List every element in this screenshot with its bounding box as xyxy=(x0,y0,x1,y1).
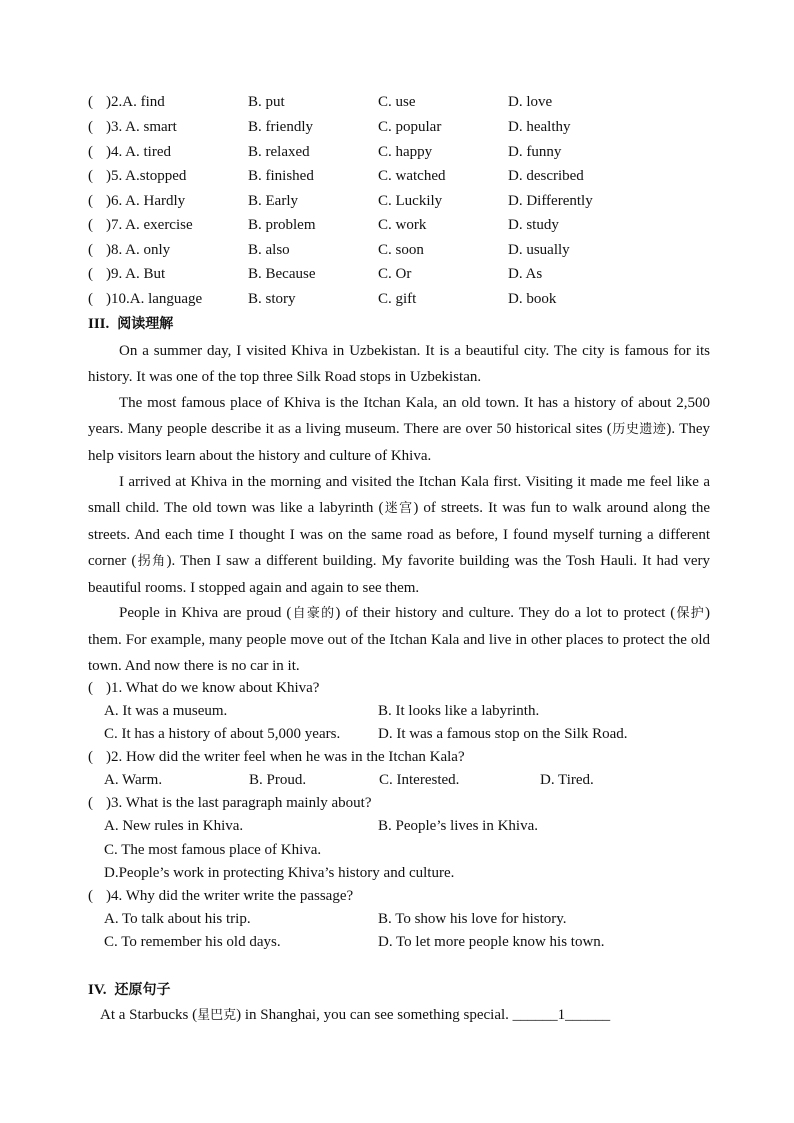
cloze-option-b: B. put xyxy=(248,94,285,110)
paragraph-text: ). They help visitors learn about the history and culture of Khiva. xyxy=(88,421,710,464)
option-b: B. To show his love for history. xyxy=(378,911,567,927)
question-stem: )2. How did the writer feel when he was in the Itchan Kala? xyxy=(106,749,465,765)
passage-paragraph-2 xyxy=(88,390,710,469)
cloze-option-a: )2.A. find xyxy=(106,94,165,110)
chinese-gloss: 保护 xyxy=(675,606,705,621)
chinese-gloss: 历史遗迹 xyxy=(611,422,667,437)
option-a: A. It was a museum. xyxy=(104,703,228,719)
question-stem: )4. Why did the writer write the passage? xyxy=(106,888,354,904)
cloze-option-a: )8. A. only xyxy=(106,242,171,258)
passage-paragraph-3 xyxy=(88,469,710,601)
intro-text-with-blank[interactable]: ) in Shanghai, you can see something special. ______1______ xyxy=(236,1007,611,1023)
cloze-option-b: B. story xyxy=(248,291,296,307)
answer-paren[interactable]: ( xyxy=(88,242,93,258)
section-number: III. xyxy=(88,316,110,332)
option-b: B. It looks like a labyrinth. xyxy=(378,703,540,719)
cloze-option-c: C. work xyxy=(378,217,427,233)
cloze-option-b: B. also xyxy=(248,242,290,258)
cloze-option-c: C. Luckily xyxy=(378,193,443,209)
paragraph-text: The most famous place of Khiva is the Itchan Kala, an old town. It has a history of about 2,500 years. Many people describe it as a living museum. There are over 50 historical sites ( xyxy=(88,395,710,437)
cloze-option-c: C. watched xyxy=(378,168,446,184)
cloze-option-c: C. Or xyxy=(378,266,412,282)
answer-paren[interactable]: ( xyxy=(88,266,93,282)
cloze-option-d: D. funny xyxy=(508,144,562,160)
answer-paren[interactable]: ( xyxy=(88,144,93,160)
option-c: C. To remember his old days. xyxy=(104,934,281,950)
paragraph-text: ). Then I saw a different building. My favorite building was the Tosh Hauli. It had very beautiful rooms. I stopped again and again to see them. xyxy=(88,553,710,596)
answer-paren[interactable]: ( xyxy=(88,680,93,696)
cloze-option-d: D. Differently xyxy=(508,193,593,209)
cloze-option-b: B. relaxed xyxy=(248,144,310,160)
cloze-option-a: )3. A. smart xyxy=(106,119,177,135)
section-number: IV. xyxy=(88,982,107,998)
cloze-option-d: D. As xyxy=(508,266,543,282)
option-a: A. New rules in Khiva. xyxy=(104,818,244,834)
section-heading-reading xyxy=(88,313,173,335)
chinese-gloss: 迷宫 xyxy=(383,501,414,516)
paragraph-text: ) them. For example, many people move out of the Itchan Kala and live in other places to protect the old town. And now there is no car in it. xyxy=(88,605,710,674)
option-a: A. To talk about his trip. xyxy=(104,911,251,927)
cloze-option-b: B. finished xyxy=(248,168,314,184)
passage-paragraph-1 xyxy=(88,338,710,390)
answer-paren[interactable]: ( xyxy=(88,749,93,765)
answer-paren[interactable]: ( xyxy=(88,168,93,184)
section-heading-sentence-completion xyxy=(88,979,171,1001)
cloze-option-d: D. book xyxy=(508,291,557,307)
option-d: D.People’s work in protecting Khiva’s history and culture. xyxy=(104,865,455,881)
cloze-option-a: )9. A. But xyxy=(106,266,166,282)
paragraph-text: On a summer day, I visited Khiva in Uzbekistan. It is a beautiful city. The city is famous for its history. It was one of the top three Silk Road stops in Uzbekistan. xyxy=(88,343,710,385)
option-b: B. Proud. xyxy=(249,772,307,788)
cloze-option-d: D. usually xyxy=(508,242,570,258)
answer-paren[interactable]: ( xyxy=(88,94,93,110)
cloze-option-d: D. love xyxy=(508,94,553,110)
option-c: C. It has a history of about 5,000 years. xyxy=(104,726,341,742)
option-c: C. Interested. xyxy=(379,772,460,788)
paragraph-text: I arrived at Khiva in the morning and visited the Itchan Kala first. Visiting it made me feel like a small child. The old town was like a labyrinth ( xyxy=(88,474,710,516)
cloze-option-b: B. Early xyxy=(248,193,298,209)
answer-paren[interactable]: ( xyxy=(88,119,93,135)
cloze-option-b: B. Because xyxy=(248,266,316,282)
cloze-option-a: )6. A. Hardly xyxy=(106,193,186,209)
cloze-option-a: )5. A.stopped xyxy=(106,168,187,184)
cloze-option-c: C. popular xyxy=(378,119,442,135)
cloze-option-a: )7. A. exercise xyxy=(106,217,193,233)
answer-paren[interactable]: ( xyxy=(88,795,93,811)
section-title: 阅读理解 xyxy=(117,316,174,332)
cloze-option-c: C. use xyxy=(378,94,416,110)
option-d: D. It was a famous stop on the Silk Road. xyxy=(378,726,628,742)
answer-paren[interactable]: ( xyxy=(88,217,93,233)
section-title: 还原句子 xyxy=(114,982,171,998)
section4-intro xyxy=(100,1003,610,1028)
option-d: D. Tired. xyxy=(540,772,594,788)
chinese-gloss: 自豪的 xyxy=(291,606,336,621)
option-d: D. To let more people know his town. xyxy=(378,934,605,950)
cloze-option-a: )4. A. tired xyxy=(106,144,171,160)
cloze-option-a: )10.A. language xyxy=(106,291,203,307)
cloze-option-d: D. described xyxy=(508,168,584,184)
answer-paren[interactable]: ( xyxy=(88,193,93,209)
intro-text: At a Starbucks ( xyxy=(100,1007,198,1023)
question-stem: )1. What do we know about Khiva? xyxy=(106,680,320,696)
passage-paragraph-4 xyxy=(88,600,710,679)
paragraph-text: ) of streets. It was fun to walk around along the streets. And each time I thought I was on the same road as before, I found myself turning a different corner ( xyxy=(88,500,710,569)
question-stem: )3. What is the last paragraph mainly about? xyxy=(106,795,372,811)
paragraph-text: People in Khiva are proud ( xyxy=(119,605,292,621)
cloze-option-b: B. friendly xyxy=(248,119,313,135)
chinese-gloss: 星巴克 xyxy=(197,1008,237,1023)
paragraph-text: ) of their history and culture. They do a lot to protect ( xyxy=(335,605,676,621)
chinese-gloss: 拐角 xyxy=(136,554,167,569)
answer-paren[interactable]: ( xyxy=(88,291,93,307)
cloze-option-d: D. study xyxy=(508,217,559,233)
cloze-option-b: B. problem xyxy=(248,217,316,233)
option-b: B. People’s lives in Khiva. xyxy=(378,818,538,834)
answer-paren[interactable]: ( xyxy=(88,888,93,904)
cloze-option-d: D. healthy xyxy=(508,119,571,135)
option-a: A. Warm. xyxy=(104,772,163,788)
cloze-option-c: C. gift xyxy=(378,291,417,307)
cloze-option-c: C. soon xyxy=(378,242,424,258)
cloze-option-c: C. happy xyxy=(378,144,433,160)
option-c: C. The most famous place of Khiva. xyxy=(104,842,322,858)
